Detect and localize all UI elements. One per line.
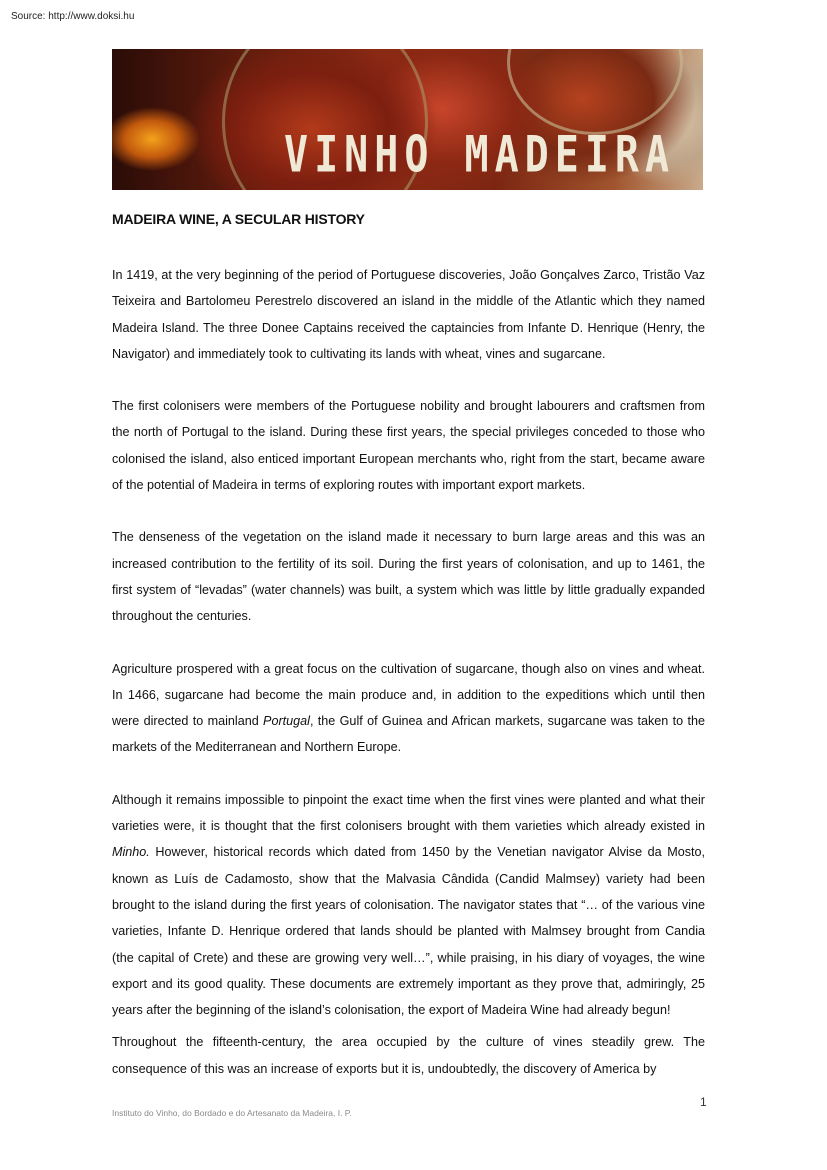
paragraph-text: However, historical records which dated from 1450 by the Venetian navigator Alvise da Mosto, known as Luís de Cadamosto, show that the Malvasia Cândida (Candid Malmsey) variety had been brought to the island during the first years of colonisation. The navigator states that “… of the various vine varieties, Infante D. Henrique ordered that lands should be planted with Malmsey brought from Candia (the capital of Crete) and these are growing very well…”, while praising, in his diary of voyages, the wine export and its good quality. These documents are extremely important as they prove that, admiringly, 25 years after the beginning of the island’s colonisation, the export of Madeira Wine had already begun! [112,845,705,1018]
paragraph-text: , the Gulf of Guinea and African markets, sugarcane was taken to the markets of the Mediterranean and Northern Europe. [112,714,705,755]
paragraph-text: Agriculture prospered with a great focus on the cultivation of sugarcane, though also on vines and wheat. In 1466, sugarcane had become the main produce and, in addition to the expeditions which until then were directed to mainland [112,661,705,729]
paragraph: In 1419, at the very beginning of the period of Portuguese discoveries, João Gonçalves Zarco, Tristão Vaz Teixeira and Bartolomeu Perestrelo discovered an island in the middle of the Atlantic which they named Madeira Island. The three Donee Captains received the captaincies from Infante D. Henrique (Henry, the Navigator) and immediately took to cultivating its lands with wheat, vines and sugarcane. [112,268,705,361]
document-body [112,262,705,1108]
banner-title: VINHO MADEIRA [284,126,676,184]
document-heading: MADEIRA WINE, A SECULAR HISTORY [112,211,365,227]
source-line: Source: http://www.doksi.hu [11,11,135,22]
paragraph: The first colonisers were members of the Portuguese nobility and brought labourers and craftsmen from the north of Portugal to the island. During these first years, the special privileges conceded to those who colonised the island, also enticed important European merchants who, right from the start, became aware of the potential of Madeira in terms of exploring routes with important export markets. [112,399,705,493]
paragraph [112,656,705,761]
page-number: 1 [700,1095,707,1109]
paragraph: Throughout the fifteenth-century, the area occupied by the culture of vines steadily grew. The consequence of this was an increase of exports but it is, undoubtedly, the discovery of America by [112,1035,705,1076]
italic-term: Minho. [112,845,150,860]
paragraph: The denseness of the vegetation on the island made it necessary to burn large areas and this was an increased contribution to the fertility of its soil. During the first years of colonisation, and up to 1461, the first system of “levadas” (water channels) was built, a system which was little by little gradually expanded throughout the centuries. [112,530,705,624]
italic-term: Portugal [263,714,310,729]
vinho-madeira-banner-image [112,49,703,190]
footer-institution: Instituto do Vinho, do Bordado e do Artesanato da Madeira, I. P. [112,1108,352,1118]
paragraph [112,787,705,1024]
paragraph-text: Although it remains impossible to pinpoint the exact time when the first vines were planted and what their varieties were, it is thought that the first colonisers brought with them varieties which already existed in [112,792,705,834]
wine-glass-rim-decoration [507,49,683,135]
